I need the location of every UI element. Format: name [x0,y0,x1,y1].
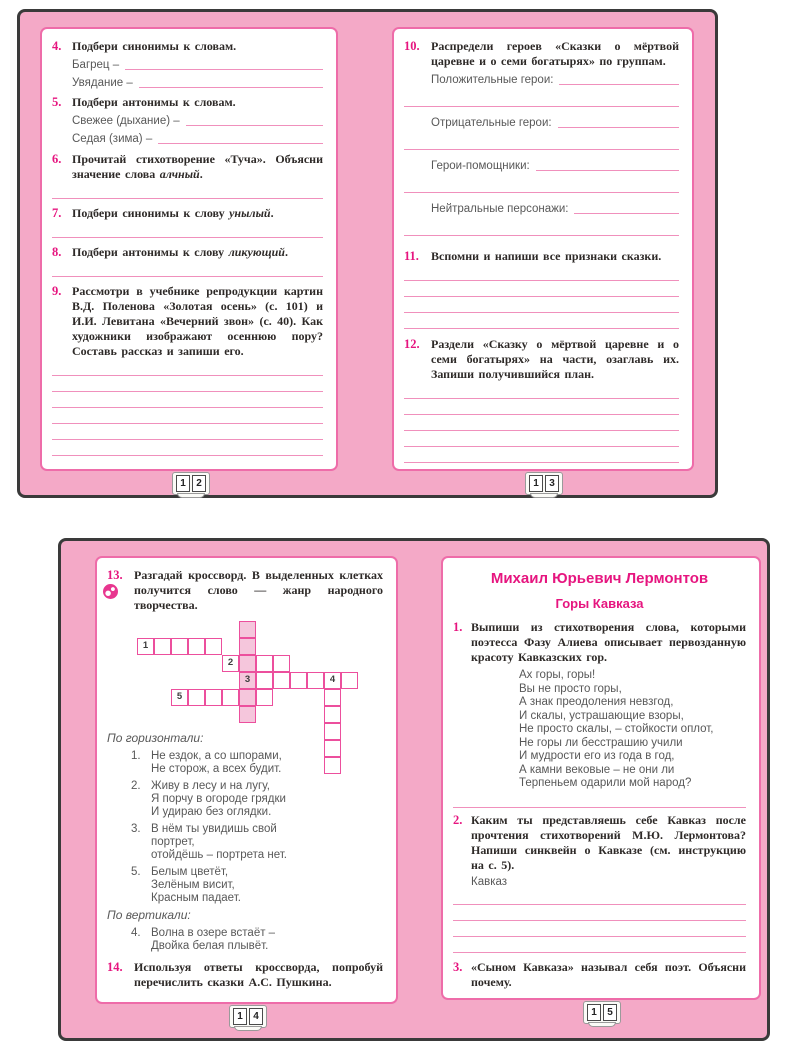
task-1 [453,620,746,808]
writing-line [574,213,679,214]
crossword-cell [307,672,324,689]
clue-item: 2. Живу в лесу и на лугу, Я порчу в огороде грядки И удираю без оглядки. [131,780,286,818]
page-number-badge [172,472,210,495]
writing-lines [52,183,323,199]
task-7 [52,206,323,238]
writing-line [453,921,746,937]
writing-line [404,431,679,447]
crossword-cell [171,638,188,655]
task-text: Подбери синонимы к словам. [72,39,237,53]
writing-line [52,392,323,408]
fill-label: Седая (зима) – [72,133,153,145]
page-14 [95,556,398,1004]
crossword-cell [324,723,341,740]
group-label: Положительные герои: [431,74,554,86]
fill-row [72,54,323,72]
crossword-cell-highlighted [239,655,256,672]
crossword-cell: 5 [171,689,188,706]
crossword-cell [222,689,239,706]
task-11 [404,249,679,329]
crossword-clues [107,731,322,953]
writing-line [52,183,323,199]
writing-line [107,991,383,1004]
task-text: Распредели героев «Сказки о мёртвой царевне и о семи богатырях» по группам. [431,39,679,68]
task-number: 14. [107,960,123,974]
task-number: 11. [404,249,419,263]
writing-line [404,265,679,281]
crossword-cell-highlighted [239,689,256,706]
page-15 [441,556,761,1000]
page-digit: 4 [249,1008,263,1025]
crossword [107,616,383,728]
task-10 [404,39,679,241]
poem-text: Ах горы, горы! Вы не просто горы, А знак преодоления невзгод, И скалы, устрашающие взоры, Не просто скалы, – стойкости оплот, Не горы ли бесстрашию учили И мудрости его из года в год, А камни вековые – не они ли Терпеньем одарили мой народ? [519,669,714,789]
writing-line [404,313,679,329]
task-number: 5. [52,95,62,109]
crossword-cell [324,740,341,757]
writing-line [52,424,323,440]
task-number: 7. [52,206,62,220]
writing-lines [52,222,323,238]
page-digit: 1 [176,475,190,492]
task-3 [453,960,746,1001]
crossword-cell [324,757,341,774]
page-number-badge [229,1005,267,1028]
crossword-cell [256,655,273,672]
hero-group [431,69,679,107]
writing-line [453,889,746,905]
page-digit: 5 [603,1004,617,1021]
writing-lines [404,265,679,329]
fill-label: Увядание – [72,77,133,89]
crossword-cell-highlighted: 3 [239,672,256,689]
page-digit: 1 [233,1008,247,1025]
page-number-badge [525,472,563,495]
crossword-cell [324,689,341,706]
writing-line [404,383,679,399]
clue-item: 3. В нём ты увидишь свой портрет, отойдёшь – портрета нет. [131,823,287,861]
writing-line [453,991,746,1001]
group-label: Нейтральные персонажи: [431,203,569,215]
crossword-cell [273,655,290,672]
writing-line [158,143,323,144]
task-14 [107,960,383,1004]
crossword-cell [256,672,273,689]
hero-group [431,155,679,193]
writing-line [404,415,679,431]
task-6 [52,152,323,199]
writing-line [52,440,323,456]
poem-title: Горы Кавказа [555,596,644,611]
writing-line [453,905,746,921]
crossword-cell [188,638,205,655]
page-digit: 1 [529,475,543,492]
fill-label: Багрец – [72,59,120,71]
writing-line [139,87,323,88]
task-text: Каким ты представляешь себе Кавказ после прочтения стихотворений М.Ю. Лермонтова? Напиши синквейн о Кавказе (см. инструкцию на с. 5). [471,812,746,872]
writing-lines [453,991,746,1001]
page-digit: 2 [192,475,206,492]
fill-label: Свежее (дыхание) – [72,115,180,127]
task-number: 10. [404,39,420,53]
writing-line [52,456,323,471]
crossword-cell-highlighted [239,621,256,638]
writing-line [404,463,679,471]
group-label: Отрицательные герои: [431,117,552,129]
crossword-cell: 2 [222,655,239,672]
task-text: Подбери антонимы к слову ликующий. [72,245,288,259]
page-13 [392,27,694,471]
crossword-cell: 4 [324,672,341,689]
task-marker-icon [103,584,118,599]
writing-line [536,170,679,171]
cinquain-word: Кавказ [471,875,508,888]
page-number-badge [583,1001,621,1024]
task-number: 9. [52,284,62,298]
writing-line [186,125,323,126]
crossword-cell [290,672,307,689]
author-heading: Михаил Юрьевич Лермонтов [490,570,709,587]
group-label: Герои-помощники: [431,160,530,172]
writing-line [404,297,679,313]
clue-item: 5. Белым цветёт, Зелёным висит, Красным падает. [131,866,241,904]
writing-line [558,127,679,128]
task-12 [404,337,679,471]
task-9 [52,284,323,471]
crossword-cell [341,672,358,689]
task-number: 4. [52,39,62,53]
crossword-cell: 1 [137,638,154,655]
task-text: Выпиши из стихотворения слова, которыми поэтесса Фазу Алиева описывает первозданную красоту Кавказских гор. [471,620,746,664]
clue-item: 1. Не ездок, а со шпорами, Не сторож, а всех будит. [131,750,282,775]
task-text: Подбери синонимы к слову унылый. [72,206,274,220]
writing-line [559,84,679,85]
writing-line [404,447,679,463]
task-text: Рассмотри в учебнике репродукции картин В.Д. Поленова «Золотая осень» (с. 101) и И.И. Левитана «Вечерний звон» (с. 40). Как художники изображают осеннюю пору? Составь рассказ и запиши его. [72,284,323,358]
task-text: Используя ответы кроссворда, попробуй перечислить сказки А.С. Пушкина. [134,960,383,989]
task-number: 13. [107,568,123,582]
writing-line [52,376,323,392]
clue-item: 4. Волна в озере встаёт – Двойка белая плывёт. [131,927,276,952]
writing-line [453,937,746,953]
writing-line [404,134,679,150]
task-4 [52,39,323,90]
bottom-spread [58,538,770,1041]
top-spread [17,9,718,498]
writing-lines [404,383,679,471]
page-digit: 1 [587,1004,601,1021]
hero-group [431,112,679,150]
fill-row [72,128,323,146]
writing-lines [107,991,383,1004]
task-text: Прочитай стихотворение «Туча». Объясни значение слова алчный. [72,152,323,181]
down-title: По вертикали: [107,908,191,922]
page-12 [40,27,338,471]
writing-line [125,69,323,70]
crossword-cell [205,638,222,655]
task-number: 1. [453,620,463,634]
crossword-cell [188,689,205,706]
crossword-cell [273,672,290,689]
hero-group [431,198,679,236]
crossword-cell-highlighted [239,706,256,723]
task-number: 6. [52,152,62,166]
task-number: 12. [404,337,420,351]
task-5 [52,95,323,146]
task-8 [52,245,323,277]
writing-line [404,177,679,193]
crossword-cell [256,689,273,706]
writing-line [404,399,679,415]
page-digit: 3 [545,475,559,492]
across-title: По горизонтали: [107,731,204,745]
writing-line [404,281,679,297]
writing-lines [453,792,746,808]
fill-row [72,72,323,90]
crossword-cell [324,706,341,723]
task-13 [107,568,383,613]
crossword-cell [154,638,171,655]
task-text: Подбери антонимы к словам. [72,95,236,109]
writing-lines [52,261,323,277]
writing-line [52,360,323,376]
task-number: 3. [453,959,463,974]
writing-line [52,222,323,238]
writing-lines [52,360,323,471]
writing-line [404,220,679,236]
task-text: Вспомни и напиши все признаки сказки. [431,249,662,263]
writing-line [453,792,746,808]
writing-line [404,91,679,107]
writing-line [52,261,323,277]
fill-row [72,110,323,128]
writing-lines [453,889,746,953]
task-number: 8. [52,245,62,259]
task-text: Раздели «Сказку о мёртвой царевне и о семи богатырях» на части, озаглавь их. Запиши получившийся план. [431,337,679,381]
crossword-cell-highlighted [239,638,256,655]
writing-line [52,408,323,424]
task-number: 2. [453,812,463,827]
task-text: «Сыном Кавказа» называл себя поэт. Объясни почему. [471,959,746,989]
task-2 [453,813,746,953]
crossword-cell [205,689,222,706]
task-text: Разгадай кроссворд. В выделенных клетках получится слово — жанр народного творчества. [134,568,383,612]
